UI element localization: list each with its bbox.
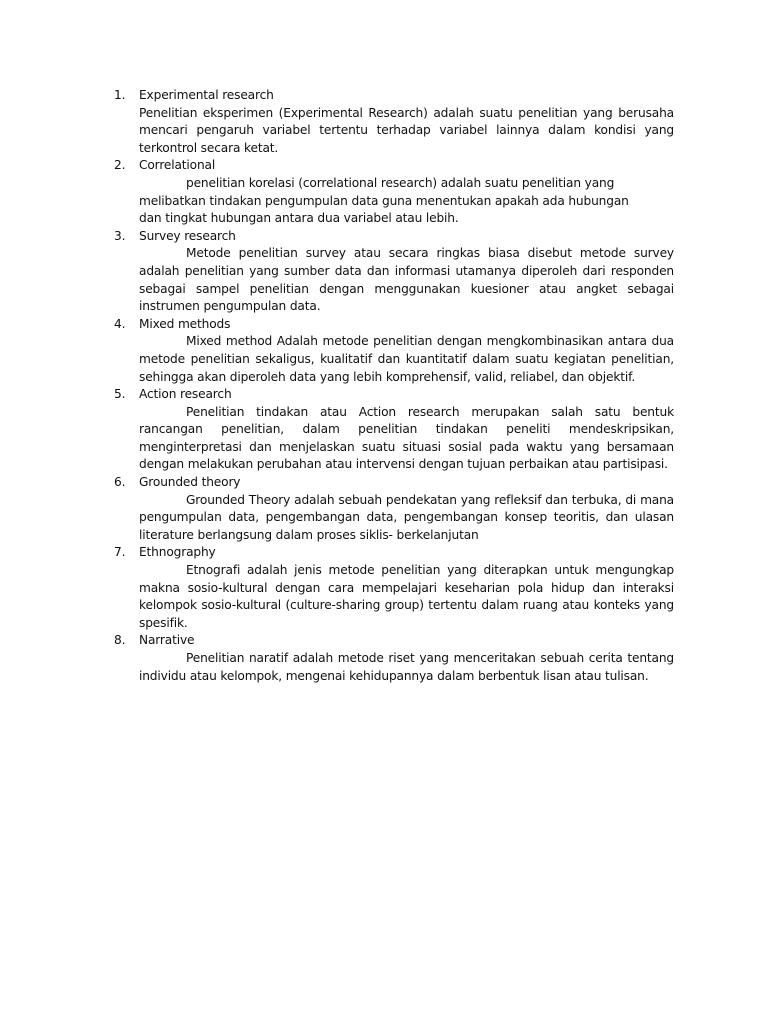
item-body-line: melibatkan tindakan pengumpulan data guna menentukan apakah ada hubungan bbox=[139, 193, 629, 208]
list-item bbox=[114, 228, 674, 316]
item-title: Action research bbox=[139, 387, 232, 402]
item-body: Penelitian eksperimen (Experimental Research) adalah suatu penelitian yang berusaha mencari pengaruh variabel tertentu terhadap variabel lainnya dalam kondisi yang terkontrol secara ketat. bbox=[139, 105, 674, 155]
item-body: Etnografi adalah jenis metode penelitian yang diterapkan untuk mengungkap makna sosio-kultural dengan cara mempelajari keseharian pola hidup dan interaksi kelompok sosio-kultural (culture-sharing group) tertentu dalam ruang atau konteks yang spesifik. bbox=[139, 563, 674, 630]
item-number: 3. bbox=[114, 228, 126, 243]
item-body-line: dan tingkat hubungan antara dua variabel atau lebih. bbox=[139, 211, 459, 226]
list-item bbox=[114, 157, 674, 227]
item-number: 1. bbox=[114, 88, 126, 102]
list-item bbox=[114, 544, 674, 632]
item-body: Penelitian tindakan atau Action research merupakan salah satu bentuk rancangan penelitian, dalam penelitian tindakan peneliti mendeskripsikan, menginterpretasi dan menjelaskan suatu situasi sosial pada waktu yang bersamaan dengan melakukan perubahan atau intervensi dengan tujuan perbaikan atau partisipasi. bbox=[139, 404, 674, 472]
item-title: Narrative bbox=[139, 633, 195, 648]
list-item bbox=[114, 386, 674, 474]
item-body-line: penelitian korelasi (correlational research) adalah suatu penelitian yang bbox=[186, 175, 615, 190]
item-title: Survey research bbox=[139, 228, 236, 243]
list-item bbox=[114, 87, 674, 157]
item-number: 7. bbox=[114, 545, 126, 560]
item-number: 5. bbox=[114, 387, 126, 402]
list-item bbox=[114, 632, 674, 685]
item-number: 8. bbox=[114, 633, 126, 648]
list-item bbox=[114, 316, 674, 386]
item-body: Metode penelitian survey atau secara ringkas biasa disebut metode survey adalah penelitian yang sumber data dan informasi utamanya diperoleh dari responden sebagai sampel penelitian dengan menggunakan kuesioner atau angket sebagai instrumen pengumpulan data. bbox=[139, 246, 674, 314]
item-title: Correlational bbox=[139, 158, 216, 173]
item-number: 4. bbox=[114, 316, 126, 331]
research-methods-list bbox=[114, 87, 674, 685]
item-body: Grounded Theory adalah sebuah pendekatan yang refleksif dan terbuka, di mana pengumpulan data, pengembangan data, pengembangan konsep teoritis, dan ulasan literature berlangsung dalam proses siklis- berkelanjutan bbox=[139, 492, 674, 542]
item-body: Mixed method Adalah metode penelitian dengan mengkombinasikan antara dua metode penelitian sekaligus, kualitatif dan kuantitatif dalam suatu kegiatan penelitian, sehingga akan diperoleh data yang lebih komprehensif, valid, reliabel, dan objektif. bbox=[139, 334, 674, 384]
item-number: 6. bbox=[114, 475, 126, 490]
item-number: 2. bbox=[114, 158, 126, 173]
list-item bbox=[114, 474, 674, 544]
item-title: Mixed methods bbox=[139, 316, 231, 331]
item-title: Grounded theory bbox=[139, 475, 241, 490]
item-body bbox=[139, 175, 674, 228]
item-title: Experimental research bbox=[139, 88, 274, 102]
item-title: Ethnography bbox=[139, 545, 216, 560]
item-body: Penelitian naratif adalah metode riset yang menceritakan sebuah cerita tentang individu atau kelompok, mengenai kehidupannya dalam berbentuk lisan atau tulisan. bbox=[139, 651, 674, 683]
